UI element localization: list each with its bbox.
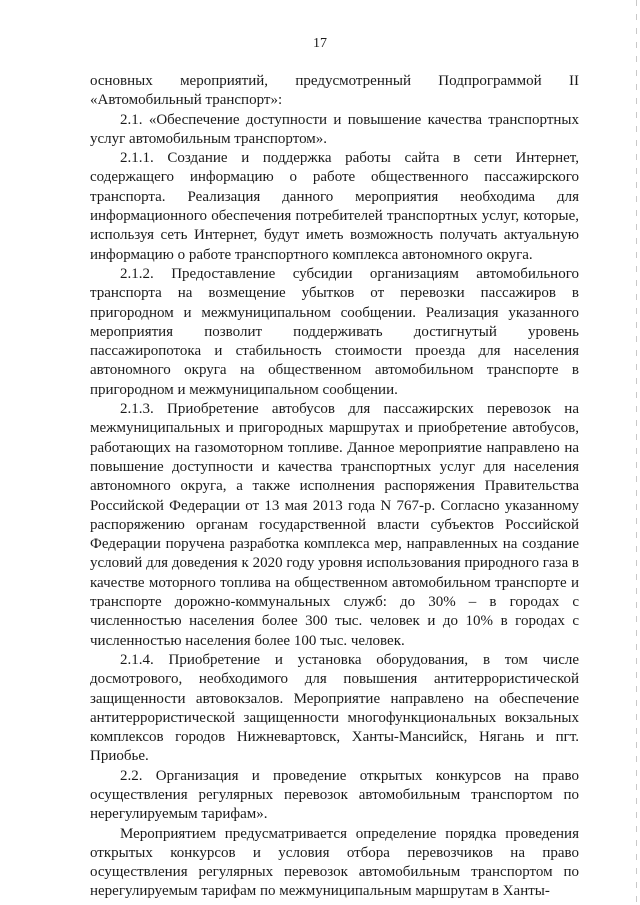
paragraph-2-1-4: 2.1.4. Приобретение и установка оборудования, в том числе досмотрового, необходимого для повышения антитеррористической защищенности автовокзалов. Мероприятие направлено на обеспечение антитеррористической защищенности многофункциональных вокзальных комплексов городов Нижневартовск, Ханты-Мансийск, Нягань и пгт. Приобье. — [90, 651, 579, 765]
paragraph-2-2: 2.2. Организация и проведение открытых конкурсов на право осуществления регулярных перевозок автомобильным транспортом по нерегулируемым тарифам». — [90, 767, 579, 823]
page-number: 17 — [313, 36, 327, 51]
paragraph-2-1-3: 2.1.3. Приобретение автобусов для пассажирских перевозок на межмуниципальных и пригородных маршрутах и приобретение автобусов, работающих на газомоторном топливе. Данное мероприятие направлено на повышение доступности и качества транспортных услуг для населения автономного округа, а также исполнения распоряжения Правительства Российской Федерации от 13 мая 2013 года N 767-р. Согласно указанному распоряжению органам государственной власти субъектов Российской Федерации поручена разработка комплекса мер, направленных на создание условий для доведения к 2020 году уровня использования природного газа в качестве моторного топлива на общественном автомобильном транспорте и транспорте дорожно-коммунальных служб: до 30% – в городах с численностью населения более 300 тыс. человек и до 10% в городах с численностью населения более 100 тыс. человек. — [90, 401, 579, 649]
scan-edge-artifact — [636, 0, 637, 905]
paragraph-2-1-2: 2.1.2. Предоставление субсидии организациям автомобильного транспорта на возмещение убытков от перевозки пассажиров в пригородном и межмуниципальном сообщении. Реализация указанного мероприятия позволит поддерживать достигнутый уровень пассажиропотока и стабильность стоимости проезда для населения автономного округа на общественном автомобильном транспорте в пригородном и межмуниципальном сообщении. — [90, 265, 579, 398]
paragraph-2-1: 2.1. «Обеспечение доступности и повышение качества транспортных услуг автомобильным транспортом». — [90, 111, 579, 147]
document-body — [90, 72, 579, 902]
paragraph-measure-description: Мероприятием предусматривается определение порядка проведения открытых конкурсов и условия отбора перевозчиков на право осуществления регулярных перевозок автомобильным транспортом по нерегулируемым тарифам по межмуниципальным маршрутам в Ханты- — [90, 825, 579, 900]
paragraph-2-1-1: 2.1.1. Создание и поддержка работы сайта в сети Интернет, содержащего информацию о работе общественного пассажирского транспорта. Реализация данного мероприятия необходима для информационного обеспечения потребителей транспортных услуг, которые, используя сеть Интернет, будут иметь возможность получать актуальную информацию о работе транспортного комплекса автономного округа. — [90, 150, 579, 263]
paragraph-continuation: основных мероприятий, предусмотренный Подпрограммой II «Автомобильный транспорт»: — [90, 73, 579, 109]
